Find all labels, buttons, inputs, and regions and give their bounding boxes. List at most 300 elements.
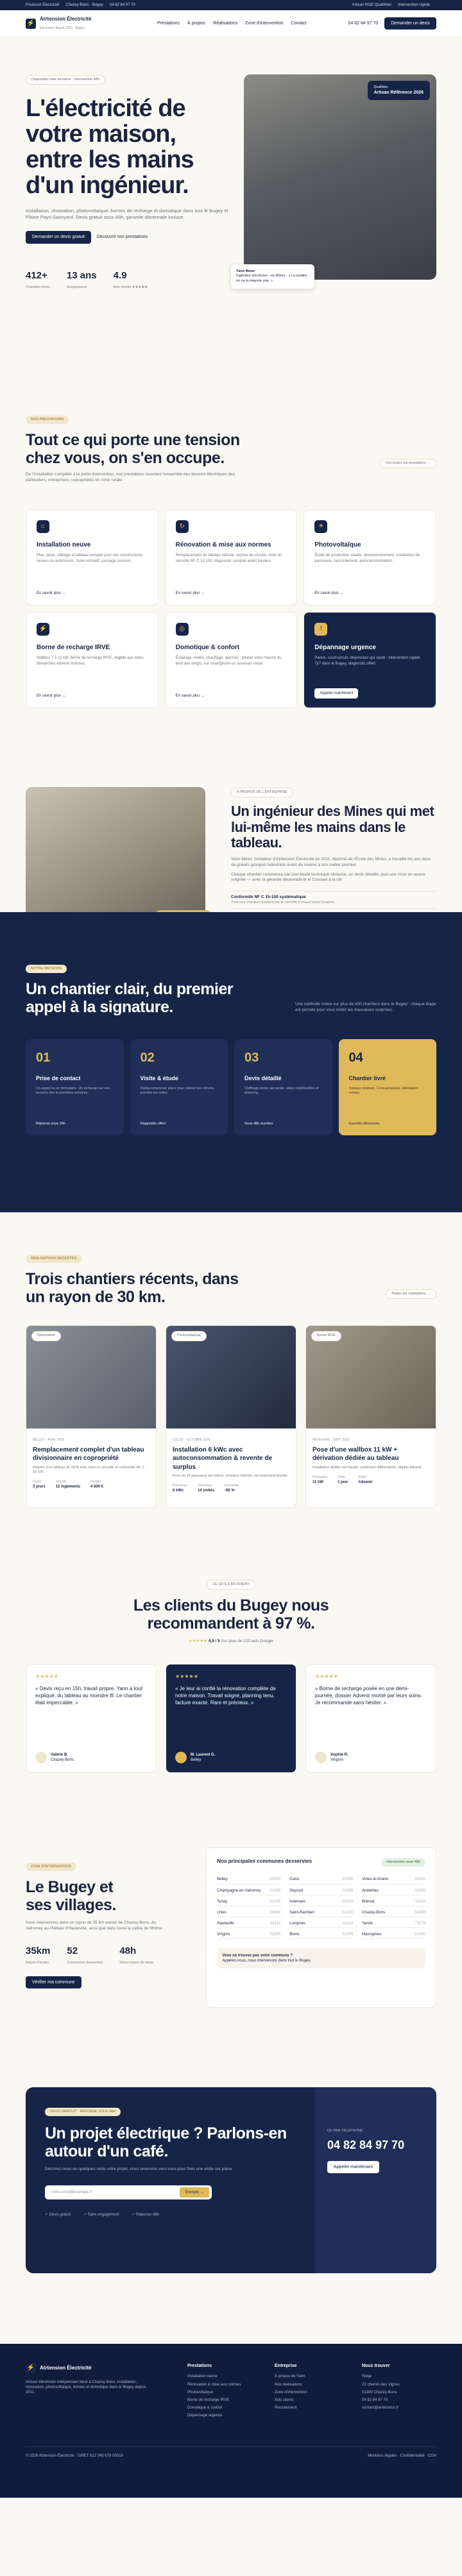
process-section (0, 912, 462, 1212)
phone-label: OU PAR TÉLÉPHONE (327, 2129, 363, 2133)
footer-text: Siège (362, 2375, 372, 2379)
town-item (289, 1920, 353, 1928)
town-name: Tenay (217, 1899, 228, 1904)
meta-label: Durée (33, 1480, 42, 1484)
reviewer-location: Chazey-Bons (51, 1758, 74, 1763)
stat-label: d'expérience (66, 285, 87, 289)
meta-value: 11 kW (312, 1480, 324, 1484)
reviews-section (0, 1534, 462, 1837)
refresh-icon: ↻ (176, 520, 189, 533)
all-services-link[interactable]: Voir toutes les prestations → (380, 459, 436, 468)
town-item (289, 1887, 353, 1895)
check-label: Réponse 48h (136, 2213, 159, 2217)
zone-description: Nous intervenons dans un rayon de 35 km autour de Chazey-Bons, du Valromey au Plateau d'Hauteville, ainsi que dans toute la vallée du Rhône. (26, 1920, 164, 1931)
step-desc: Chiffrage poste par poste, aides mobilisables et planning. (244, 1086, 319, 1095)
hero-photo-electrician (244, 74, 436, 280)
award-sub: Qualifelec (373, 85, 388, 89)
step-card (130, 1039, 228, 1135)
service-card-installation[interactable] (26, 509, 158, 606)
meta-value: 6 kWc (173, 1489, 184, 1493)
process-description: Une méthode rodée sur plus de 400 chantiers dans le Bugey : chaque étape est pensée pour vous éviter les mauvaises surprises. (295, 1002, 436, 1012)
towns-card-title: Nos principales communes desservies (217, 1858, 312, 1864)
step-desc: Déplacement sur place pour relever les circuits, prendre les cotes. (140, 1086, 215, 1095)
footer-brand: Atrtension Électricité (40, 2364, 92, 2371)
town-name: Chazey-Bons (362, 1910, 386, 1915)
services-description: De l'installation complète à la petite intervention, nos prestations couvrent l'ensemble des besoins électriques des particuliers, entreprises, copropriétés en zone rurale. (26, 472, 235, 483)
project-title: Installation 6 kWc avec autoconsommation & revente de surplus (173, 1446, 273, 1471)
stat-label: Communes desservies (67, 1961, 103, 1965)
service-desc: Éclairage, volets, chauffage, alarmes : pilotez votre maison du bout des doigts, sur smartphone ou assistant vocal. (175, 656, 282, 666)
town-note-text: Appelez-nous, nous intervenons dans tout le Bugey. (222, 1959, 311, 1963)
hero-section (0, 37, 462, 314)
project-card[interactable] (166, 1325, 296, 1508)
meta-label: Économie (225, 1484, 239, 1488)
rating-stars-icon: ★★★★★ (188, 1639, 207, 1644)
project-card[interactable] (26, 1325, 157, 1508)
stars-icon: ★★★★★ (315, 1674, 338, 1680)
footer-text: 01300 Chazey-Bons (362, 2390, 397, 2394)
stat-value: 48h (119, 1945, 137, 1956)
service-desc: Panne, court-circuit, disjoncteur qui saute : intervention rapide 7j/7 dans le Bugey, diagnostic offert. (314, 656, 420, 666)
meta-value: 3 jours (33, 1485, 46, 1489)
project-date: ARTEMARE · SEPT 2025 (312, 1438, 350, 1443)
footer-link[interactable]: Domotique & confort (187, 2405, 223, 2410)
footer-col-title: Entreprise (275, 2364, 297, 2368)
cta-pill: DEVIS GRATUIT · RÉPONSE SOUS 48H (45, 2108, 121, 2116)
zone-section (0, 1837, 462, 2055)
town-name: Champagne-en-Valromey (217, 1888, 261, 1893)
service-card-renovation[interactable] (165, 509, 298, 606)
footer-link[interactable]: Rénovation & mise aux normes (187, 2382, 241, 2387)
cta-section (0, 2055, 462, 2344)
town-postcode: 01680 (270, 1910, 281, 1915)
town-name: Seyssel (289, 1888, 304, 1893)
topbar-phone[interactable]: 04 82 84 97 70 (109, 3, 135, 7)
award-badge (368, 81, 430, 100)
footer-link[interactable]: Borne de recharge IRVE (187, 2398, 230, 2402)
topbar-fast: Intervention rapide (398, 3, 430, 7)
town-item (289, 1876, 353, 1884)
rating-sub: Sur plus de 120 avis Google (221, 1639, 274, 1644)
town-item (217, 1887, 280, 1895)
footer-col (362, 2363, 436, 2421)
town-name: Hauteville (217, 1921, 234, 1926)
town-item (289, 1909, 353, 1917)
about-paragraph-2: Chaque chantier commence par une étude technique sérieuse, un devis détaillé, puis une mise en œuvre soignée — avec la garantie décennale et le Consuel à la clé. (231, 872, 426, 883)
avatar (315, 1752, 327, 1763)
check-item: ✓ Devis gratuit (45, 2213, 71, 2217)
step-number: 01 (36, 1051, 51, 1065)
cta-box (26, 2087, 436, 2273)
footer-col (187, 2363, 262, 2421)
footer-link[interactable]: 04 82 84 97 70 (362, 2398, 388, 2402)
footer: ⚡ Atrtension Électricité Artisan électricien indépendant basé à Chazey-Bons. Installation, rénovation, photovoltaïque, bornes et domotique dans le Bugey depuis 2011. Prestations Installation neuve Rénovation & mise aux normes Photovoltaïque Borne de recharge IRVE Domotique & confort Dépannage urgence Entreprise À propos de Yann Nos réalisations Zone d'intervention Avis clients Recrutement Nous trouver Siège 22 chemin des Vignes 01300 Chazey-Bons 04 82 84 97 70 contact@atrtension.fr © 2026 Atrtension Électricité · SIRET 812 345 678 00019 Mentions légales · Confidentialité · CGV (0, 2344, 462, 2498)
service-more-link[interactable]: En savoir plus → (37, 591, 66, 595)
footer-link[interactable]: À propos de Yann (275, 2375, 305, 2379)
town-postcode: 01230 (270, 1899, 281, 1904)
town-postcode: 01110 (415, 1899, 425, 1904)
main-nav (0, 10, 462, 37)
project-meta (198, 1484, 214, 1493)
cta-title: Un projet électrique ? Parlons-en autour d'un café. (45, 2124, 287, 2160)
step-title: Chantier livré (348, 1075, 386, 1082)
service-more-link[interactable]: En savoir plus → (314, 591, 344, 595)
footer-col-title: Prestations (187, 2364, 212, 2368)
step-card-highlight (339, 1039, 437, 1135)
projects-section (0, 1212, 462, 1534)
meta-value: 14 unités (198, 1489, 215, 1493)
about-pill: À PROPOS DE L'ENTREPRISE (231, 788, 293, 797)
topbar-location: Chazey-Bons · Bugey (65, 3, 103, 7)
stat-value: 52 (67, 1945, 78, 1956)
stat-value: 35km (26, 1945, 51, 1956)
projects-pill: RÉALISATIONS RÉCENTES (26, 1255, 81, 1263)
avatar (35, 1752, 47, 1763)
stat-item (67, 269, 97, 291)
project-card[interactable] (305, 1325, 436, 1508)
alert-icon: ! (314, 623, 327, 636)
service-title: Photovoltaïque (314, 541, 361, 548)
footer-link[interactable]: Photovoltaïque (187, 2390, 214, 2394)
town-item (362, 1876, 425, 1884)
meta-label: Puissance (173, 1484, 188, 1488)
zone-stats (26, 1945, 187, 1966)
service-card-photovoltaic[interactable] (304, 509, 436, 606)
town-item (217, 1876, 280, 1884)
cta-phone[interactable]: 04 82 84 97 70 (327, 2139, 405, 2152)
project-tag: Photovoltaïque (171, 1331, 207, 1341)
services-title: Tout ce qui porte une tension chez vous, on s'en occupe. (26, 431, 240, 467)
brand-logo[interactable] (26, 16, 116, 31)
meta-label: Aides (358, 1475, 366, 1479)
town-item (217, 1931, 280, 1939)
town-item (217, 1898, 280, 1906)
step-desc: Travaux réalisés, Consuel passé, attestation remise. (348, 1086, 418, 1095)
hero-description: Installation, rénovation, photovoltaïque, bornes de recharge et domotique dans tout le Bugey et Plaine Pays-Savoyard. Devis gratuit sous 48h, garantie décennale incluse. (26, 207, 228, 221)
all-projects-link[interactable]: Toutes les réalisations → (386, 1289, 436, 1299)
service-title: Dépannage urgence (314, 643, 376, 651)
zone-pill: ZONE D'INTERVENTION (26, 1863, 76, 1871)
step-tag: Sous 48h ouvrées (244, 1122, 273, 1126)
project-meta (56, 1480, 80, 1489)
project-meta (358, 1475, 372, 1485)
charger-icon: ⚡ (37, 623, 49, 636)
meta-label: Circuits (55, 1480, 67, 1484)
reviews-title: Les clients du Bugey nous recommandent à 97 %. (133, 1597, 329, 1632)
meta-value: 1 jour (338, 1480, 348, 1484)
project-tag: Rénovation (31, 1331, 61, 1341)
project-meta (173, 1484, 187, 1493)
town-name: Brénod (362, 1899, 375, 1904)
town-item (362, 1887, 425, 1895)
stat-item (26, 269, 50, 291)
town-note (217, 1948, 425, 1969)
footer-logo[interactable] (26, 2363, 116, 2373)
cta-description: Décrivez-nous en quelques mots votre projet, nous revenons vers vous pour fixer une visite sur place. (45, 2167, 234, 2172)
service-title: Borne de recharge IRVE (37, 643, 110, 651)
stat-value: 4.9 (113, 269, 127, 281)
about-paragraph-1: Yann Meier, fondateur d'Atrtension Électricité en 2011, diplômé de l'École des Mines, a travaillé dix ans dans de grands groupes industriels avant de revenir à son métier premier. (231, 856, 431, 867)
town-name: Ambérieu (362, 1888, 379, 1893)
step-title: Devis détaillé (244, 1075, 282, 1082)
service-desc: Étude de production solaire, dimensionnement, installation de panneaux, raccordement, autoconsommation. (314, 554, 420, 563)
project-meta (90, 1480, 103, 1489)
town-postcode: 01300 (342, 1932, 354, 1936)
stat-label: Chantiers livrés (26, 285, 50, 289)
stat-label: Délai moyen de devis (119, 1961, 153, 1965)
towns-list (217, 1876, 425, 1939)
town-name: Artemare (289, 1899, 305, 1904)
town-name: Lompnes (289, 1921, 305, 1926)
step-number: 03 (244, 1051, 259, 1065)
footer-link[interactable]: Avis clients (275, 2398, 294, 2402)
town-name: Brens (289, 1932, 300, 1936)
smart-home-icon: ◎ (176, 623, 189, 636)
hero-quote-button[interactable]: Demander un devis gratuit (26, 231, 91, 243)
process-pill: NOTRE MÉTHODE (26, 965, 67, 973)
availability-pill: Disponible cette semaine · Intervention 48h (26, 75, 105, 85)
review-card (305, 1664, 436, 1773)
town-postcode: 01500 (415, 1888, 425, 1893)
town-postcode: 01300 (415, 1910, 425, 1915)
footer-link[interactable]: Dépannage urgence (187, 2413, 223, 2418)
town-postcode: 01110 (270, 1921, 281, 1926)
service-title: Installation neuve (37, 541, 91, 548)
copyright: © 2026 Atrtension Électricité · SIRET 812 345 678 00019 (26, 2454, 123, 2458)
stars-icon: ★★★★★ (175, 1674, 198, 1680)
town-name: Lhuis (217, 1910, 227, 1915)
project-meta (225, 1484, 239, 1493)
meta-value: 4 800 € (90, 1485, 104, 1489)
service-more-link[interactable]: En savoir plus → (175, 693, 205, 698)
reviews-grid (26, 1664, 436, 1773)
privacy-link[interactable]: Confidentialité (400, 2454, 425, 2458)
town-item (289, 1898, 353, 1906)
footer-link[interactable]: Installation neuve (187, 2375, 218, 2379)
brand-name: Atrtension Électricité (40, 16, 92, 22)
town-item (362, 1931, 425, 1939)
check-item: ✓ Réponse 48h (132, 2213, 159, 2217)
check-town-button[interactable]: Vérifier ma commune (26, 1976, 81, 1988)
topbar-company: Pouisson Electricité (26, 3, 60, 7)
town-postcode: 01230 (342, 1910, 354, 1915)
town-postcode: 01300 (415, 1932, 425, 1936)
town-postcode: 01110 (343, 1921, 354, 1926)
town-name: Massignieu (362, 1932, 382, 1936)
guarantee-item (231, 891, 436, 908)
meta-label: Budget (90, 1480, 101, 1484)
about-title: Un ingénieur des Mines qui met lui-même les mains dans le tableau. (231, 803, 434, 851)
project-title: Remplacement complet d'un tableau divisionnaire en copropriété (33, 1446, 144, 1462)
avatar (175, 1752, 187, 1763)
review-card (26, 1664, 157, 1773)
town-postcode: 01510 (415, 1877, 425, 1882)
engineer-quote: Ingénieur électricien · ex-Mines · « La qualité, on ne la négocie pas. » (236, 274, 308, 283)
bolt-icon: ⚡ (26, 2363, 36, 2373)
stat-item (114, 269, 148, 291)
nav-link-apropos[interactable]: À propos (187, 21, 206, 26)
towns-card (206, 1847, 436, 2008)
footer-col-title: Nous trouver (362, 2364, 390, 2368)
project-meta (33, 1480, 46, 1489)
stat-item (67, 1945, 103, 1966)
town-item (217, 1909, 280, 1917)
step-tag: Réponse sous 24h (36, 1122, 65, 1126)
town-note-title: Vous ne trouvez pas votre commune ? (222, 1953, 293, 1958)
project-date: CULOZ · OCTOBRE 2025 (173, 1438, 210, 1443)
process-steps (26, 1039, 436, 1135)
project-tag: Borne IRVE (311, 1331, 341, 1341)
town-name: Saint-Rambert (289, 1910, 314, 1915)
service-title: Rénovation & mise aux normes (175, 541, 271, 548)
reviewer-name: M. Laurent G. (191, 1753, 216, 1758)
email-placeholder: votre.email@exemple.fr (51, 2190, 92, 2195)
town-item (362, 1909, 425, 1917)
guarantee-sub: Tous nos chantiers passent par le contrôle Consuel avant livraison (231, 900, 335, 904)
check-label: Sans engagement (87, 2213, 119, 2217)
project-desc: Pose de 14 panneaux sur toiture, onduleur hybride, raccordement Enedis. (173, 1474, 289, 1479)
stars-icon: ★★★★★ (35, 1674, 58, 1680)
review-card-featured (166, 1664, 296, 1773)
nav-phone[interactable]: 04 82 84 97 70 (348, 21, 379, 26)
cta-call-button[interactable]: Appeler maintenant (327, 2161, 379, 2173)
check-label: Devis gratuit (49, 2213, 71, 2217)
project-title: Pose d'une wallbox 11 kW + dérivation dédiée au tableau (312, 1446, 399, 1462)
town-postcode: 01300 (270, 1932, 281, 1936)
town-postcode: 73170 (415, 1921, 425, 1926)
zone-title: Le Bugey et ses villages. (26, 1878, 116, 1914)
cgv-link[interactable]: CGV (427, 2454, 436, 2458)
nav-link-zone[interactable]: Zone d'intervention (245, 21, 284, 26)
services-pill: NOS PRESTATIONS (26, 416, 69, 424)
town-name: Virignin (217, 1932, 230, 1936)
footer-link[interactable]: contact@atrtension.fr (362, 2405, 399, 2410)
project-desc: Installation dédiée sur façade, protection différentielle, éligible Advenir. (312, 1465, 423, 1470)
town-postcode: 01350 (342, 1877, 354, 1882)
house-icon: ⌂ (37, 520, 49, 533)
service-title: Domotique & confort (175, 643, 240, 651)
footer-about: Artisan électricien indépendant basé à Chazey-Bons. Installation, rénovation, photovoltaïque, bornes et domotique dans le Bugey depuis 2011. (26, 2380, 146, 2395)
guarantee-title: Conformité NF C 15-100 systématique (231, 895, 307, 900)
call-now-button[interactable]: Appeler maintenant (314, 688, 358, 699)
project-date: BELLEY · AVRIL 2026 (33, 1438, 65, 1443)
bolt-icon: ⚡ (26, 19, 36, 29)
project-photo (166, 1326, 296, 1428)
step-title: Visite & étude (140, 1075, 178, 1082)
engineer-name: Yann Meier (236, 269, 255, 273)
service-more-link[interactable]: En savoir plus → (175, 591, 205, 595)
step-title: Prise de contact (36, 1075, 81, 1082)
town-name: Culoz (289, 1877, 300, 1882)
reviewer-location: Belley (191, 1758, 201, 1763)
meta-value: -65 % (225, 1489, 235, 1493)
review-quote: « Devis reçu en 15h, travail propre. Yann a tout expliqué, du tableau au moindre fil. Le chantier était impeccable. » (35, 1685, 142, 1706)
send-button[interactable]: Envoyer → (180, 2187, 209, 2198)
town-name: Yenne (362, 1921, 373, 1926)
services-section (0, 314, 462, 698)
brand-tagline: Électricien depuis 2011 · Bugey (40, 26, 85, 30)
stat-label: Avis clients ★★★★★ (113, 285, 148, 289)
step-number: 04 (348, 1051, 363, 1065)
footer-link[interactable]: Recrutement (275, 2405, 297, 2410)
sun-icon: ☀ (314, 520, 327, 533)
engineer-quote-card (231, 264, 314, 289)
project-photo (26, 1326, 156, 1428)
nav-link-prestations[interactable]: Prestations (157, 21, 180, 26)
reviews-pill: CE QU'ILS EN DISENT (207, 1580, 255, 1589)
review-quote: « Borne de recharge posée en une demi-journée, dossier Advenir monté par leurs soins. Je recommande sans hésiter. » (315, 1685, 422, 1706)
service-desc: Plan, pose, câblage et tableau complet pour vos constructions neuves ou extensions. Suivi normatif, passage consuel. (37, 554, 143, 563)
hero-stats (26, 269, 237, 291)
town-postcode: 01260 (270, 1888, 281, 1893)
meta-label: Puissance (312, 1475, 328, 1479)
check-item: ✓ Sans engagement (83, 2213, 119, 2217)
town-name: Belley (217, 1877, 228, 1882)
footer-col (275, 2363, 349, 2421)
town-name: Virieu-le-Grand (362, 1877, 388, 1882)
stat-label: Rayon d'action (26, 1961, 49, 1965)
meta-value: 12 logements (55, 1485, 81, 1489)
nav-quote-button[interactable]: Demander un devis (384, 17, 436, 30)
service-desc: Remplacement de tableau vétuste, reprise de circuits, mise en sécurité NF C 15-100, diagnostic complet avant travaux. (175, 554, 282, 563)
reviewer-name: Sophie R. (330, 1753, 348, 1758)
about-section (0, 604, 462, 912)
hero-services-button[interactable]: Découvrir nos prestations (96, 235, 148, 240)
step-card (26, 1039, 124, 1135)
footer-text: 22 chemin des Vignes (362, 2382, 400, 2387)
process-title: Un chantier clair, du premier appel à la signature. (26, 980, 234, 1016)
review-quote: « Je leur ai confié la rénovation complète de notre maison. Travail soigné, planning tenu, facture exacte. Rare et précieux. » (175, 1685, 276, 1706)
rating-score: 4,9 / 5 (208, 1639, 220, 1644)
project-desc: Reprise d'un tableau de 1978 avec mise en sécurité et conformité NF C 15-100. (33, 1465, 145, 1474)
meta-label: Panneaux (198, 1484, 212, 1488)
footer-link[interactable]: Zone d'intervention (275, 2390, 307, 2394)
town-postcode: 01420 (342, 1888, 354, 1893)
town-item (289, 1931, 353, 1939)
hero-title: L'électricité de votre maison, entre les mains d'un ingénieur. (26, 95, 194, 199)
step-desc: Un appel ou un formulaire. Un échange sur vos besoins dès la première semaine. (36, 1086, 110, 1095)
meta-value: Advenir (358, 1480, 373, 1484)
town-item (362, 1898, 425, 1906)
stat-item (119, 1945, 153, 1966)
email-input[interactable] (45, 2185, 212, 2199)
stat-item (26, 1945, 50, 1966)
projects-title: Trois chantiers récents, dans un rayon de 30 km. (26, 1270, 239, 1306)
nav-link-realisations[interactable]: Réalisations (213, 21, 238, 26)
step-number: 02 (140, 1051, 155, 1065)
stat-value: 412+ (26, 269, 47, 281)
nav-link-contact[interactable]: Contact (291, 21, 307, 26)
project-meta (338, 1475, 348, 1485)
step-tag: Garantie décennale (348, 1122, 380, 1126)
town-postcode: 01300 (270, 1877, 281, 1882)
project-photo (306, 1326, 436, 1428)
project-meta (312, 1475, 327, 1485)
town-item (362, 1920, 425, 1928)
stat-value: 13 ans (66, 269, 97, 281)
service-more-link[interactable]: En savoir plus → (37, 693, 66, 698)
reviewer-location: Virignin (330, 1758, 343, 1763)
footer-link[interactable]: Nos réalisations (275, 2382, 302, 2387)
step-tag: Diagnostic offert (140, 1122, 166, 1126)
award-title: Artisan Référence 2026 (373, 90, 424, 96)
intervention-badge: Intervention sous 48h (381, 1858, 425, 1867)
projects-grid (26, 1325, 436, 1508)
top-bar (0, 0, 462, 10)
meta-label: Délai (338, 1475, 345, 1479)
service-desc: Wallbox 7 à 22 kW, borne de recharge IRVE, éligible aux aides, démarches Advenir incluses. (37, 656, 145, 666)
legal-link[interactable]: Mentions légales (368, 2454, 397, 2458)
